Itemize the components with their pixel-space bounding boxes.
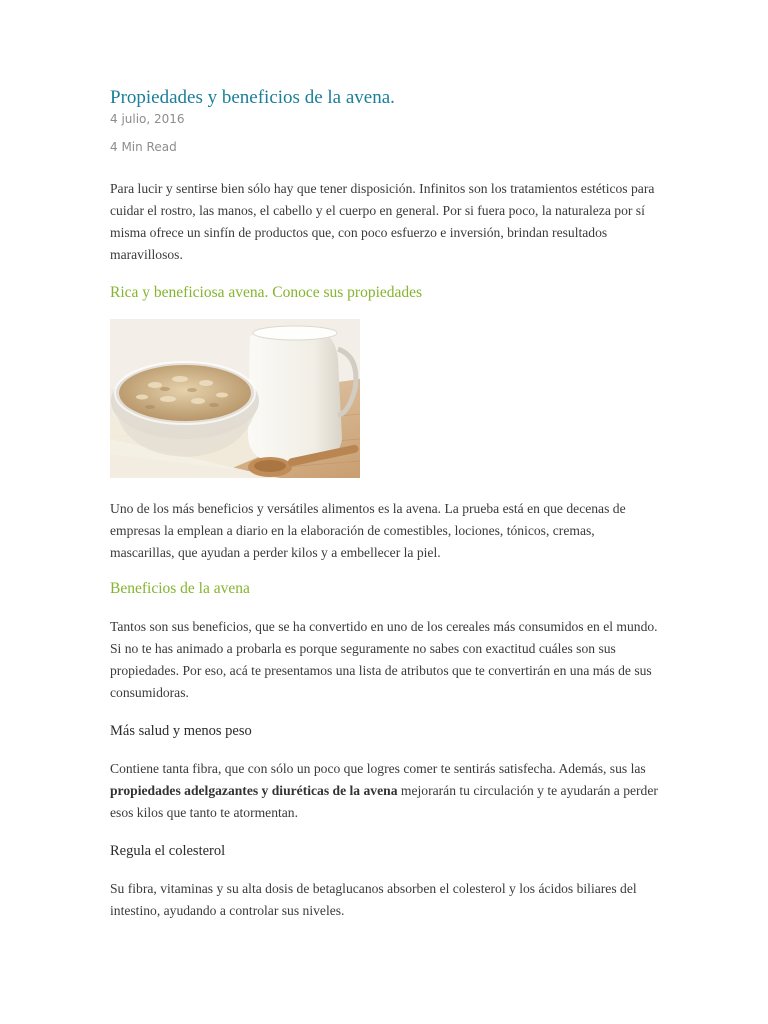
section-heading-beneficios: Beneficios de la avena bbox=[110, 580, 250, 597]
read-time: 4 Min Read bbox=[110, 140, 177, 154]
article-date: 4 julio, 2016 bbox=[110, 112, 185, 126]
intro-paragraph: Para lucir y sentirse bien sólo hay que tener disposición. Infinitos son los tratamientos estéticos para cuidar el rostro, las manos, el cabello y el cuerpo en general. Por si fuera poco, la naturaleza por sí misma ofrece un sinfín de productos que, con poco esfuerzo e inversión, brindan resultados maravillosos. bbox=[110, 181, 655, 262]
paragraph-benefits: Tantos son sus beneficios, que se ha convertido en uno de los cereales más consumidos en el mundo. Si no te has animado a probarla es porque seguramente no sabes con exactitud cuáles son sus propiedades. Por eso, acá te presentamos una lista de atributos que te convertirán en una más de sus consumidoras. bbox=[110, 619, 658, 700]
paragraph-fiber-text-2: mejorarán tu circulación y te ayudarán a perder esos kilos que tanto te atormentan. bbox=[110, 783, 658, 820]
subheading-salud: Más salud y menos peso bbox=[110, 723, 252, 739]
subheading-colesterol: Regula el colesterol bbox=[110, 843, 226, 859]
paragraph-cholesterol: Su fibra, vitaminas y su alta dosis de betaglucanos absorben el colesterol y los ácidos biliares del intestino, ayudando a controlar sus niveles. bbox=[110, 881, 637, 918]
article bbox=[110, 86, 660, 922]
oats-and-milk-photo bbox=[110, 319, 360, 478]
paragraph-fiber bbox=[110, 758, 660, 824]
section-heading-rica-avena: Rica y beneficiosa avena. Conoce sus propiedades bbox=[110, 284, 423, 301]
paragraph-versatile-food: Uno de los más beneficios y versátiles alimentos es la avena. La prueba está en que decenas de empresas la emplean a diario en la elaboración de comestibles, lociones, tónicos, cremas, mascarillas, que ayudan a perder kilos y a embellecer la piel. bbox=[110, 501, 626, 560]
article-title[interactable]: Propiedades y beneficios de la avena. bbox=[110, 87, 395, 108]
paragraph-fiber-text-1: Contiene tanta fibra, que con sólo un poco que logres comer te sentirás satisfecha. Además, sus las bbox=[110, 761, 646, 776]
paragraph-fiber-bold: propiedades adelgazantes y diuréticas de la avena bbox=[110, 783, 398, 798]
